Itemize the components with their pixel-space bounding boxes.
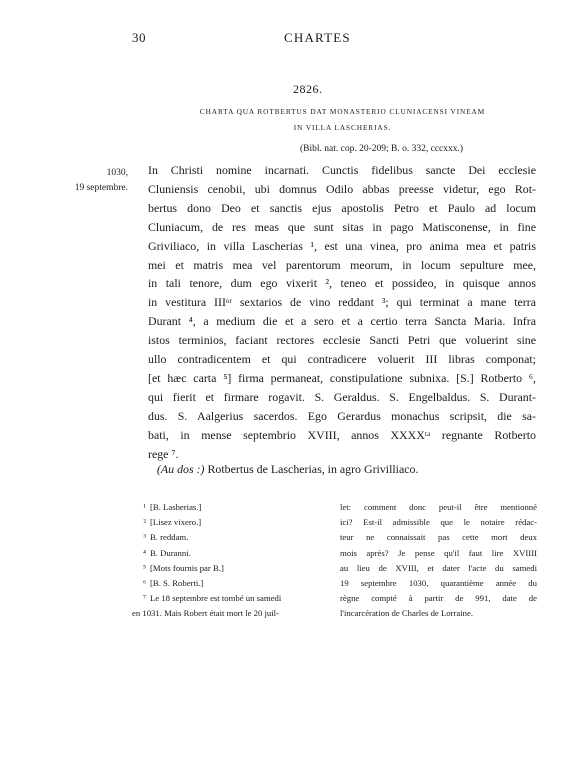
footnote-text: Le 18 septembre est tombé un samedi <box>150 593 282 604</box>
source-reference: (Bibl. nat. cop. 20-209; B. o. 332, cccxxx.) <box>300 144 464 154</box>
footnote-text: en 1031. Mais Robert était mort le 20 juil- <box>132 608 279 619</box>
footnote-text: [Lisez vixero.] <box>150 517 202 528</box>
dorsal-text: Rotbertus de Lascherias, in agro Grivilliaco. <box>207 462 419 476</box>
footnote-text: [Mots fournis par B.] <box>150 562 224 573</box>
body-line: ullo contradicentem et qui contradicere voluerit III libras componat; <box>148 352 536 367</box>
body-line: in vestitura IIIᵒʳ sextarios de vino reddant ³; qui terminat a mane terra <box>148 295 536 310</box>
footnote-line: règne compté à partir de 991, date de <box>340 593 537 604</box>
footnotes-right <box>340 500 537 622</box>
footnote-mark: ³ <box>143 532 146 543</box>
footnote-text: B. Duranni. <box>150 547 191 558</box>
body-line: Griviliaco, in villa Lascherias ¹, est una vinea, pro anima mea et patris <box>148 238 536 253</box>
footnote-mark: ² <box>143 517 146 528</box>
dorsal-label: (Au dos :) <box>156 462 205 476</box>
footnote <box>132 500 332 515</box>
footnote <box>132 561 332 576</box>
footnote-line: l'incarcération de Charles de Lorraine. <box>340 608 474 619</box>
footnote-text: [B. Lasherias.] <box>150 502 202 512</box>
footnote-line: let: comment donc peut-il être mentionné <box>340 502 537 512</box>
footnote-mark: ¹ <box>143 502 146 512</box>
body-line: Cluniacum, de res meas que sunt sitas in pago Matisconense, in fine <box>148 219 536 234</box>
body-line: in tali tenore, dum ego vixerit ², teneo et possideo, in quisque annos <box>148 276 536 291</box>
footnote-mark: ⁴ <box>142 547 146 558</box>
body-line: Durant ⁴, a medium die et a sero et a certio terra Sancta Maria. Infra <box>148 314 536 329</box>
charter-title-line: IN VILLA LASCHERIAS. <box>293 123 392 132</box>
body-line: dus. S. Aalgerius sacerdos. Ego Gerardus monachus scripsit, die sa- <box>148 408 536 423</box>
footnote <box>132 546 332 561</box>
charter-number: 2826. <box>293 82 323 96</box>
footnote <box>132 530 332 545</box>
charter-title-line: CHARTA QUA ROTBERTUS DAT MONASTERIO CLUNIACENSI VINEAM <box>199 107 486 116</box>
body-line: In Christi nomine incarnati. Cunctis fidelibus sancte Dei ecclesie <box>148 163 536 177</box>
footnote-line: au lieu de XVIII, et dater l'acte du samedi <box>340 562 537 573</box>
body-line: mei et matris mea vel parentorum meorum, in locum sepulture mee, <box>148 257 536 272</box>
footnote-line: mois après? Je pense qu'il faut lire XVIIII <box>340 547 537 558</box>
date-year: 1030, <box>106 168 128 178</box>
footnote-mark: ⁷ <box>142 593 146 604</box>
date-day: 19 septembre. <box>74 183 128 193</box>
footnote-line: teur ne connaissait pas cette mort deux <box>340 532 537 543</box>
body-line: bertus dono Deo et sanctis ejus apostolis Petro et Paulo ad locum <box>148 200 536 215</box>
body-line: Cluniensis cenobii, ubi domnus Odilo abbas preesse videtur, ego Rot- <box>148 181 536 196</box>
footnote-line: ici? Est-il admissible que le notaire rédac- <box>340 517 537 528</box>
body-line: qui fierit et firmare rogavit. S. Geraldus. S. Engelbaldus. S. Durant- <box>148 389 536 404</box>
running-head: CHARTES <box>284 30 351 45</box>
charter-body <box>148 161 536 464</box>
footnote <box>132 515 332 530</box>
footnote-text: B. reddam. <box>150 532 189 543</box>
margin-date <box>60 166 128 196</box>
footnote-mark: ⁶ <box>142 578 146 589</box>
footnote <box>132 576 332 591</box>
footnote <box>132 591 332 606</box>
body-line: bati, in mense septembrio XVIII, annos XXXXᵗᵃ regnante Rotberto <box>148 427 536 442</box>
footnotes-left <box>132 500 332 622</box>
body-line: rege ⁷. <box>148 446 179 461</box>
footnote-line: 19 septembre 1030, quarantième année du <box>340 578 537 589</box>
footnote-text: [B. S. Roberti.] <box>150 578 204 589</box>
charter-title <box>150 104 535 136</box>
body-line: [et hæc carta ⁵] firma permaneat, constipulatione subnixa. [S.] Rotberto ⁶, <box>148 370 536 385</box>
dorsal-note <box>148 460 536 478</box>
footnote <box>132 606 332 621</box>
body-line: istos terminios, faciant rectores ecclesie Sancti Petri que voluerint sine <box>148 333 536 348</box>
page-number: 30 <box>132 30 146 45</box>
footnote-mark: ⁵ <box>142 562 146 573</box>
